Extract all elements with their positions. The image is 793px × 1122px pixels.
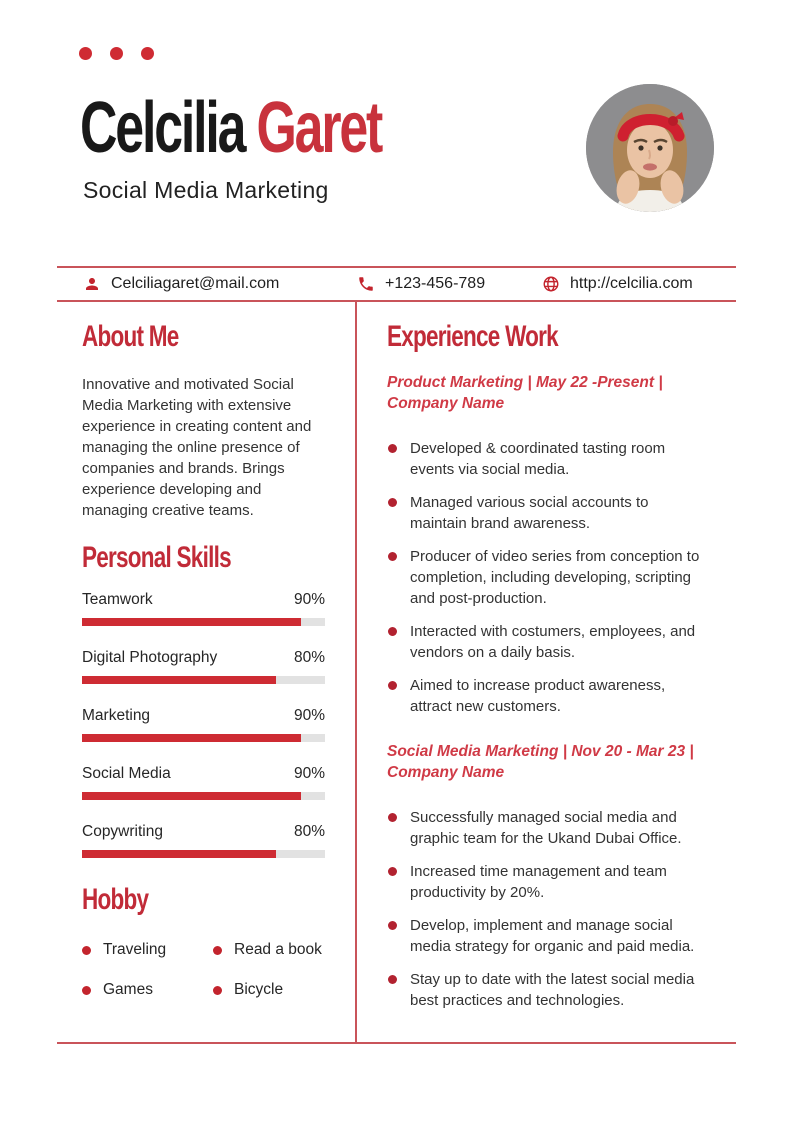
dot-icon	[141, 47, 154, 60]
job-title: Social Media Marketing | Nov 20 - Mar 23 | Company Name	[387, 743, 694, 781]
phone-text: +123-456-789	[385, 275, 486, 292]
bullet-icon	[388, 867, 397, 876]
dot-icon	[79, 47, 92, 60]
skill-label: Social Media	[82, 765, 171, 782]
hobby-label: Games	[103, 981, 153, 998]
skill-label: Copywriting	[82, 823, 163, 840]
contact-email	[83, 268, 279, 300]
bullet-icon	[213, 986, 222, 995]
bullet-item	[387, 807, 705, 849]
hobby-label: Read a book	[234, 941, 322, 958]
left-column	[82, 322, 325, 999]
skill-bar-track	[82, 676, 325, 684]
bullet-icon	[82, 946, 91, 955]
bullet-item	[387, 546, 705, 609]
hobby-label: Bicycle	[234, 981, 284, 998]
contact-bar	[57, 266, 736, 302]
bullet-item	[387, 621, 705, 663]
skill-bar-fill	[82, 676, 276, 684]
last-name: Garet	[256, 88, 382, 168]
bullet-text: Increased time management and team productivity by 20%.	[410, 863, 667, 901]
personal-skills-heading: Personal Skills	[82, 541, 231, 574]
three-dots-decoration	[79, 47, 154, 60]
contact-website	[542, 268, 693, 300]
skill-row	[82, 591, 325, 626]
skill-label: Digital Photography	[82, 649, 218, 666]
bottom-rule	[57, 1042, 736, 1044]
right-column	[387, 322, 705, 1023]
bullet-item	[387, 861, 705, 903]
bullet-icon	[213, 946, 222, 955]
hobby-item	[213, 981, 325, 999]
bullet-text: Stay up to date with the latest social media best practices and technologies.	[410, 971, 695, 1009]
email-text: Celciliagaret@mail.com	[111, 275, 280, 292]
portrait-illustration	[586, 84, 714, 212]
profile-photo	[586, 84, 714, 212]
bullet-item	[387, 675, 705, 717]
skill-percent: 90%	[293, 765, 325, 782]
bullet-text: Successfully managed social media and graphic team for the Ukand Dubai Office.	[410, 809, 682, 847]
experience-heading: Experience Work	[387, 320, 558, 353]
skills-list	[82, 591, 325, 858]
bullet-icon	[388, 444, 397, 453]
skill-bar-track	[82, 618, 325, 626]
skill-label: Teamwork	[82, 591, 153, 608]
job-bullet-list	[387, 438, 705, 717]
skill-row	[82, 823, 325, 858]
skill-bar-track	[82, 734, 325, 742]
about-me-heading: About Me	[82, 320, 179, 353]
page-title	[80, 88, 382, 168]
bullet-icon	[388, 627, 397, 636]
bullet-text: Develop, implement and manage social media strategy for organic and paid media.	[410, 917, 695, 955]
hobby-heading: Hobby	[82, 883, 149, 916]
hobby-item	[213, 941, 325, 959]
bullet-icon	[388, 681, 397, 690]
bullet-icon	[388, 552, 397, 561]
skill-bar-fill	[82, 734, 301, 742]
bullet-text: Interacted with costumers, employees, and vendors on a daily basis.	[410, 623, 696, 661]
globe-icon	[542, 275, 560, 293]
bullet-icon	[82, 986, 91, 995]
vertical-divider	[355, 302, 357, 1042]
about-me-text: Innovative and motivated Social Media Marketing with extensive experience in creating content and managing the online presence of companies and brands. Brings experience developing and managing creative teams.	[82, 376, 312, 519]
skill-bar-fill	[82, 792, 301, 800]
bullet-icon	[388, 813, 397, 822]
bullet-text: Producer of video series from conception to completion, including developing, scripting and post-production.	[410, 548, 700, 607]
hobby-label: Traveling	[103, 941, 167, 958]
job-title: Product Marketing | May 22 -Present | Company Name	[387, 374, 663, 412]
website-text: http://celcilia.com	[570, 275, 693, 292]
skill-percent: 90%	[293, 707, 325, 724]
first-name: Celcilia	[80, 88, 257, 168]
bullet-icon	[388, 498, 397, 507]
bullet-text: Developed & coordinated tasting room events via social media.	[410, 440, 666, 478]
skill-row	[82, 765, 325, 800]
bullet-icon	[388, 921, 397, 930]
skill-bar-fill	[82, 850, 276, 858]
person-icon	[83, 275, 101, 293]
dot-icon	[110, 47, 123, 60]
skill-row	[82, 707, 325, 742]
job-bullet-list	[387, 807, 705, 1011]
skill-percent: 90%	[293, 591, 325, 608]
hobby-list	[82, 941, 325, 999]
bullet-item	[387, 492, 705, 534]
bullet-item	[387, 969, 705, 1011]
skill-percent: 80%	[293, 823, 325, 840]
bullet-text: Aimed to increase product awareness, attract new customers.	[410, 677, 666, 715]
skill-bar-fill	[82, 618, 301, 626]
bullet-icon	[388, 975, 397, 984]
skill-percent: 80%	[293, 649, 325, 666]
skill-bar-track	[82, 850, 325, 858]
bullet-item	[387, 915, 705, 957]
bullet-item	[387, 438, 705, 480]
skill-label: Marketing	[82, 707, 151, 724]
contact-phone	[357, 268, 485, 300]
hobby-item	[82, 941, 199, 959]
skill-row	[82, 649, 325, 684]
bullet-text: Managed various social accounts to maintain brand awareness.	[410, 494, 649, 532]
skill-bar-track	[82, 792, 325, 800]
job-subtitle: Social Media Marketing	[83, 177, 329, 203]
phone-icon	[357, 275, 375, 293]
hobby-item	[82, 981, 199, 999]
